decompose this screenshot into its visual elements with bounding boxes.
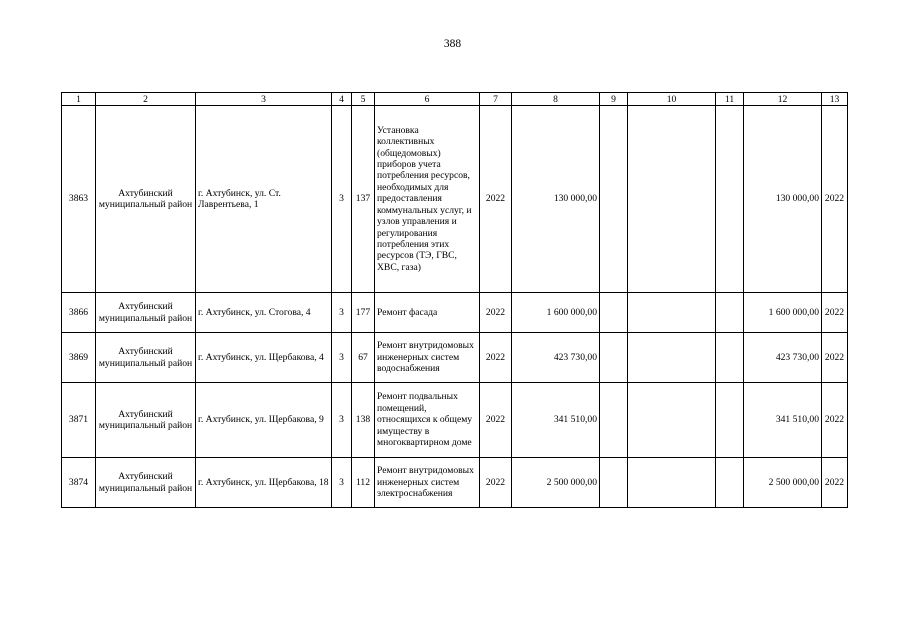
table-row — [62, 106, 848, 293]
col10-cell — [628, 333, 716, 383]
col5-cell: 137 — [352, 106, 375, 293]
district-cell: Ахтубинский муниципальный район — [96, 458, 196, 508]
column-header: 1 — [62, 93, 96, 106]
column-header: 8 — [512, 93, 600, 106]
col9-cell — [600, 333, 628, 383]
col12-cell: 2 500 000,00 — [744, 458, 822, 508]
col12-cell: 130 000,00 — [744, 106, 822, 293]
col4-cell: 3 — [332, 106, 352, 293]
column-header: 4 — [332, 93, 352, 106]
record-number: 3866 — [62, 293, 96, 333]
table-row — [62, 383, 848, 458]
year-cell: 2022 — [480, 106, 512, 293]
year-cell: 2022 — [480, 293, 512, 333]
district-cell: Ахтубинский муниципальный район — [96, 293, 196, 333]
col5-cell: 177 — [352, 293, 375, 333]
col13-cell: 2022 — [822, 106, 848, 293]
col10-cell — [628, 293, 716, 333]
column-header: 5 — [352, 93, 375, 106]
address-cell: г. Ахтубинск, ул. Щербакова, 4 — [196, 333, 332, 383]
col13-cell: 2022 — [822, 383, 848, 458]
work-type-cell: Ремонт внутридомовых инженерных систем электроснабжения — [375, 458, 480, 508]
col11-cell — [716, 383, 744, 458]
work-type-cell: Ремонт внутридомовых инженерных систем водоснабжения — [375, 333, 480, 383]
col11-cell — [716, 458, 744, 508]
district-cell: Ахтубинский муниципальный район — [96, 383, 196, 458]
col9-cell — [600, 383, 628, 458]
district-cell: Ахтубинский муниципальный район — [96, 333, 196, 383]
column-header: 10 — [628, 93, 716, 106]
column-header: 2 — [96, 93, 196, 106]
col5-cell: 67 — [352, 333, 375, 383]
col9-cell — [600, 293, 628, 333]
work-type-cell: Ремонт фасада — [375, 293, 480, 333]
col11-cell — [716, 106, 744, 293]
table-row — [62, 293, 848, 333]
col13-cell: 2022 — [822, 458, 848, 508]
col4-cell: 3 — [332, 383, 352, 458]
record-number: 3874 — [62, 458, 96, 508]
col11-cell — [716, 333, 744, 383]
address-cell: г. Ахтубинск, ул. Ст. Лаврентьева, 1 — [196, 106, 332, 293]
page-number: 388 — [443, 38, 462, 50]
col13-cell: 2022 — [822, 293, 848, 333]
work-type-cell: Ремонт подвальных помещений, относящихся к общему имуществу в многоквартирном доме — [375, 383, 480, 458]
col9-cell — [600, 106, 628, 293]
cost-cell: 130 000,00 — [512, 106, 600, 293]
column-header: 9 — [600, 93, 628, 106]
cost-cell: 341 510,00 — [512, 383, 600, 458]
year-cell: 2022 — [480, 383, 512, 458]
col9-cell — [600, 458, 628, 508]
col10-cell — [628, 106, 716, 293]
address-cell: г. Ахтубинск, ул. Щербакова, 9 — [196, 383, 332, 458]
col12-cell: 423 730,00 — [744, 333, 822, 383]
col12-cell: 341 510,00 — [744, 383, 822, 458]
column-header: 6 — [375, 93, 480, 106]
col11-cell — [716, 293, 744, 333]
address-cell: г. Ахтубинск, ул. Щербакова, 18 — [196, 458, 332, 508]
address-cell: г. Ахтубинск, ул. Стогова, 4 — [196, 293, 332, 333]
col10-cell — [628, 458, 716, 508]
col4-cell: 3 — [332, 458, 352, 508]
column-header: 7 — [480, 93, 512, 106]
column-number-row — [62, 93, 848, 106]
col4-cell: 3 — [332, 333, 352, 383]
col10-cell — [628, 383, 716, 458]
cost-cell: 2 500 000,00 — [512, 458, 600, 508]
year-cell: 2022 — [480, 333, 512, 383]
table-row — [62, 458, 848, 508]
column-header: 13 — [822, 93, 848, 106]
col5-cell: 138 — [352, 383, 375, 458]
register-table — [61, 92, 848, 508]
work-type-cell: Установка коллективных (общедомовых) приборов учета потребления ресурсов, необходимых для предоставления коммунальных услуг, и узлов управления и регулирования потребления этих ресурсов (ТЭ, ГВС, ХВС, газа) — [375, 106, 480, 293]
record-number: 3863 — [62, 106, 96, 293]
year-cell: 2022 — [480, 458, 512, 508]
col12-cell: 1 600 000,00 — [744, 293, 822, 333]
col4-cell: 3 — [332, 293, 352, 333]
district-cell: Ахтубинский муниципальный район — [96, 106, 196, 293]
record-number: 3871 — [62, 383, 96, 458]
col5-cell: 112 — [352, 458, 375, 508]
column-header: 3 — [196, 93, 332, 106]
col13-cell: 2022 — [822, 333, 848, 383]
table-row — [62, 333, 848, 383]
cost-cell: 423 730,00 — [512, 333, 600, 383]
column-header: 12 — [744, 93, 822, 106]
record-number: 3869 — [62, 333, 96, 383]
column-header: 11 — [716, 93, 744, 106]
cost-cell: 1 600 000,00 — [512, 293, 600, 333]
